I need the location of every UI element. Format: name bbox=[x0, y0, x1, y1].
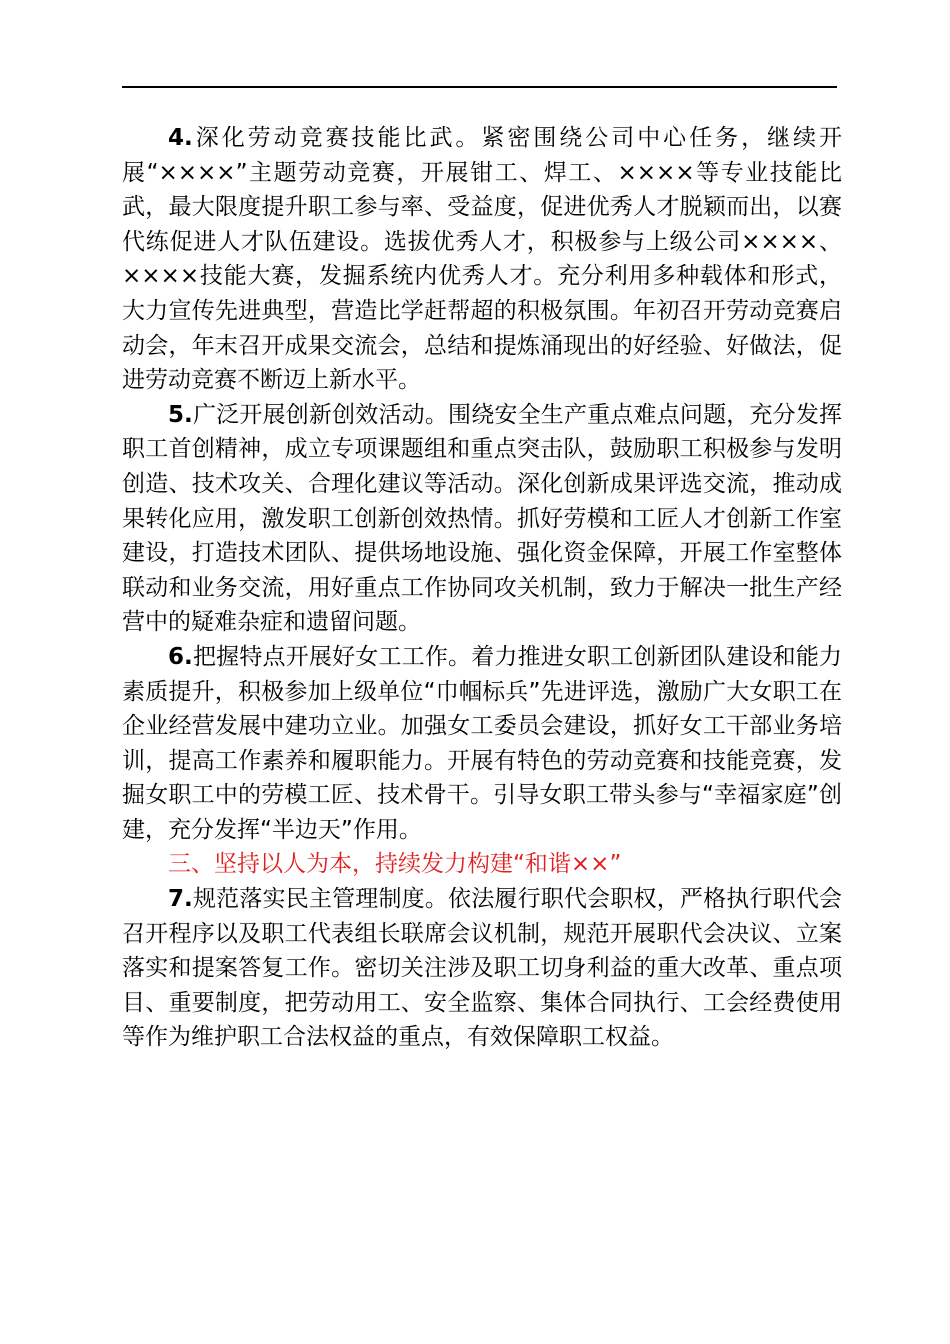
document-body bbox=[122, 121, 842, 1055]
paragraph-text: 深化劳动竞赛技能比武。紧密围绕公司中心任务，继续开展“××××”主题劳动竞赛，开展钳工、焊工、××××等专业技能比武，最大限度提升职工参与率、受益度，促进优秀人才脱颖而出，以赛代练促进人才队伍建设。选拔优秀人才，积极参与上级公司××××、××××技能大赛，发掘系统内优秀人才。充分利用多种载体和形式，大力宣传先进典型，营造比学赶帮超的积极氛围。年初召开劳动竞赛启动会，年末召开成果交流会，总结和提炼涌现出的好经验、好做法，促进劳动竞赛不断迈上新水平。 bbox=[122, 125, 842, 394]
paragraph-7 bbox=[122, 882, 842, 1055]
paragraph-number: 4. bbox=[168, 125, 193, 151]
paragraph-number: 7. bbox=[168, 886, 193, 913]
section-heading: 三、坚持以人为本，持续发力构建“和谐××” bbox=[168, 851, 622, 878]
paragraph-text: 广泛开展创新创效活动。围绕安全生产重点难点问题，充分发挥职工首创精神，成立专项课题组和重点突击队，鼓励职工积极参与发明创造、技术攻关、合理化建议等活动。深化创新成果评选交流，推动成果转化应用，激发职工创新创效热情。抓好劳模和工匠人才创新工作室建设，打造技术团队、提供场地设施、强化资金保障，开展工作室整体联动和业务交流，用好重点工作协同攻关机制，致力于解决一批生产经营中的疑难杂症和遗留问题。 bbox=[122, 401, 842, 636]
paragraph-text: 规范落实民主管理制度。依法履行职代会职权，严格执行职代会召开程序以及职工代表组长联席会议机制，规范开展职代会决议、立案落实和提案答复工作。密切关注涉及职工切身利益的重大改革、重点项目、重要制度，把劳动用工、安全监察、集体合同执行、工会经费使用等作为维护职工合法权益的重点，有效保障职工权益。 bbox=[122, 886, 842, 1051]
header-rule bbox=[122, 86, 837, 88]
paragraph-text: 把握特点开展好女工工作。着力推进女职工创新团队建设和能力素质提升，积极参加上级单位“巾帼标兵”先进评选，激励广大女职工在企业经营发展中建功立业。加强女工委员会建设，抓好女工干部业务培训，提高工作素养和履职能力。开展有特色的劳动竞赛和技能竞赛，发掘女职工中的劳模工匠、技术骨干。引导女职工带头参与“幸福家庭”创建，充分发挥“半边天”作用。 bbox=[122, 643, 842, 843]
paragraph-5 bbox=[122, 398, 842, 640]
paragraph-4 bbox=[122, 121, 842, 398]
paragraph-number: 6. bbox=[168, 643, 193, 670]
paragraph-number: 5. bbox=[168, 401, 193, 428]
paragraph-6 bbox=[122, 640, 842, 848]
